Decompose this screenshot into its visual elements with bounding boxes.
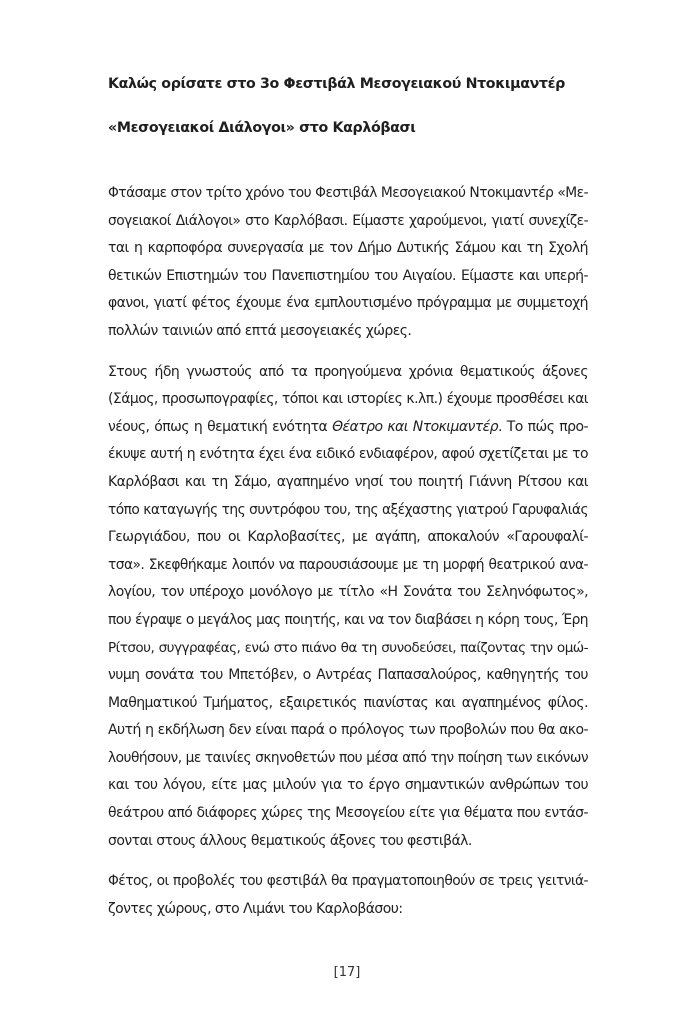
text-line [108,414,588,442]
text-line: τόπο καταγωγής της συντρόφου του, της αξέχαστης γιατρού Γαρυφαλιάς [108,501,588,518]
text-line: ζοντες χώρους, στο Λιμάνι του Καρλοβάσου: [108,900,403,917]
text-segment: . Το πώς προ- [498,418,588,435]
page-number: [17] [333,965,361,980]
text-line: Ρίτσου, συγγραφέας, ενώ στο πιάνο θα τη συνοδεύσει, παίζοντας την ομώ- [108,639,588,656]
text-line: θετικών Επιστημών του Πανεπιστημίου του Αιγαίου. Είμαστε και υπερή- [108,267,588,284]
text-line: και του λόγου, είτε μας μιλούν για το έργο σημαντικών ανθρώπων του [108,777,588,794]
text-line: λογίου, τον υπέροχο μονόλογο με τίτλο «Η Σονάτα του Σεληνόφωτος», [108,584,588,601]
text-line: σογειακοί Διάλογοι» στο Καρλόβασι. Είμαστε χαρούμενοι, γιατί συνεχίζε- [108,212,588,229]
text-line: Φτάσαμε στον τρίτο χρόνο του Φεστιβάλ Μεσογειακού Ντοκιμαντέρ «Με- [108,185,588,201]
text-line: τσα». Σκεφθήκαμε λοιπόν να παρουσιάσουμε με τη μορφή θεατρικού ανα- [108,556,588,573]
text-line: ται η καρποφόρα συνεργασία με τον Δήμο Δυτικής Σάμου και τη Σχολή [108,240,588,257]
text-line: πολλών ταινιών από επτά μεσογειακές χώρες. [108,322,412,339]
paragraph-1 [108,180,588,346]
body-text [108,180,588,936]
paragraph-2 [108,359,588,856]
text-line: θεάτρου από διάφορες χώρες της Μεσογείου είτε για θέματα που εντάσ- [108,805,588,822]
text-line: Αυτή η εκδήλωση δεν είναι παρά ο πρόλογος των προβολών που θα ακο- [108,722,588,739]
text-line: νυμη σονάτα του Μπετόβεν, ο Αντρέας Παπασαλούρος, καθηγητής του [108,667,588,684]
text-line: Φέτος, οι προβολές του φεστιβάλ θα πραγματοποιηθούν σε τρεις γειτνιά- [108,873,588,890]
italic-title: Θέατρο και Ντοκιμαντέρ [332,418,499,435]
title-line-1: Καλώς ορίσατε στο 3ο Φεστιβάλ Μεσογειακού Ντοκιμαντέρ [108,76,565,92]
text-line: σονται στους άλλους θεματικούς άξονες του φεστιβάλ. [108,832,472,849]
text-segment: νέους, όπως η θεματική ενότητα [108,418,333,435]
text-line: φανοι, γιατί φέτος έχουμε ένα εμπλουτισμένο πρόγραμμα με συμμετοχή [108,295,588,312]
text-line: (Σάμος, προσωπογραφίες, τόποι και ιστορίες κ.λπ.) έχουμε προσθέσει και [108,391,588,408]
text-line: Καρλόβασι και τη Σάμο, αγαπημένο νησί του ποιητή Γιάννη Ρίτσου και [108,473,588,490]
text-line: Μαθηματικού Τμήματος, εξαιρετικός πιανίστας και αγαπημένος φίλος. [108,694,588,711]
paragraph-3 [108,868,588,923]
text-line: Γεωργιάδου, που οι Καρλοβασίτες, με αγάπη, αποκαλούν «Γαρουφαλί- [108,529,588,546]
text-line: λουθήσουν, με ταινίες σκηνοθετών που μέσα από την ποίηση των εικόνων [108,749,588,766]
title-line-2: «Μεσογειακοί Διάλογοι» στο Καρλόβασι [108,120,416,136]
text-line: έκυψε αυτή η ενότητα έχει ένα ειδικό ενδιαφέρον, αφού σχετίζεται με το [108,446,588,463]
text-line: που έγραψε ο μεγάλος μας ποιητής, και να τον διαβάσει η κόρη τους, Έρη [108,611,588,628]
text-line: Στους ήδη γνωστούς από τα προηγούμενα χρόνια θεματικούς άξονες [108,363,588,380]
